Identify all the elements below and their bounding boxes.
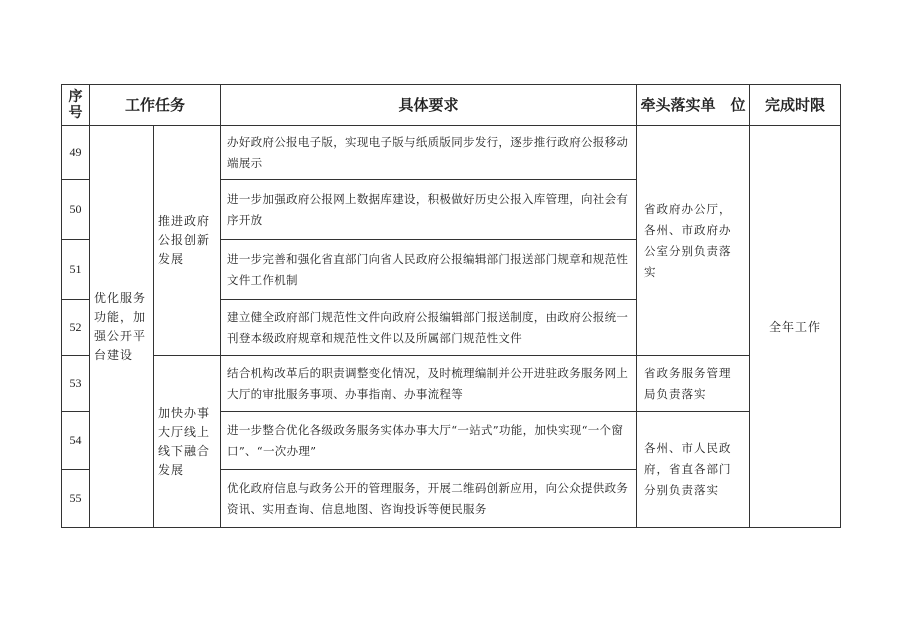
- row-requirement: 进一步完善和强化省直部门向省人民政府公报编辑部门报送部门规章和规范性文件工作机制: [221, 240, 637, 300]
- table-row: [62, 126, 841, 180]
- row-seq: 50: [62, 180, 90, 240]
- lead-unit-a: 省政府办公厅，各州、市政府办公室分别负责落实: [637, 126, 750, 356]
- row-requirement: 结合机构改革后的职责调整变化情况，及时梳理编制并公开进驻政务服务网上大厅的审批服务事项、办事指南、办事流程等: [221, 356, 637, 412]
- table-row: [62, 356, 841, 412]
- task-level1: 优化服务功能，加强公开平台建设: [90, 126, 154, 528]
- deadline-cell: 全年工作: [750, 126, 841, 528]
- task-level2-b: 加快办事大厅线上线下融合发展: [154, 356, 221, 528]
- header-deadline: 完成时限: [750, 85, 841, 126]
- header-task: 工作任务: [90, 85, 221, 126]
- header-lead: 牵头落实单 位: [637, 85, 750, 126]
- header-seq: 序号: [62, 85, 90, 126]
- row-requirement: 建立健全政府部门规范性文件向政府公报编辑部门报送制度，由政府公报统一刊登本级政府规章和规范性文件以及所属部门规范性文件: [221, 300, 637, 356]
- row-seq: 51: [62, 240, 90, 300]
- row-requirement: 进一步整合优化各级政务服务实体办事大厅“一站式”功能，加快实现“一个窗口”、“一次办理”: [221, 412, 637, 470]
- task-level2-a: 推进政府公报创新发展: [154, 126, 221, 356]
- task-table: [61, 84, 841, 528]
- lead-unit-c: 各州、市人民政府，省直各部门分别负责落实: [637, 412, 750, 528]
- row-seq: 55: [62, 470, 90, 528]
- lead-unit-b: 省政务服务管理局负责落实: [637, 356, 750, 412]
- header-requirement: 具体要求: [221, 85, 637, 126]
- row-seq: 54: [62, 412, 90, 470]
- header-row: [62, 85, 841, 126]
- row-seq: 49: [62, 126, 90, 180]
- row-requirement: 优化政府信息与政务公开的管理服务，开展二维码创新应用，向公众提供政务资讯、实用查询、信息地图、咨询投诉等便民服务: [221, 470, 637, 528]
- row-seq: 53: [62, 356, 90, 412]
- row-requirement: 办好政府公报电子版，实现电子版与纸质版同步发行，逐步推行政府公报移动端展示: [221, 126, 637, 180]
- row-requirement: 进一步加强政府公报网上数据库建设，积极做好历史公报入库管理，向社会有序开放: [221, 180, 637, 240]
- row-seq: 52: [62, 300, 90, 356]
